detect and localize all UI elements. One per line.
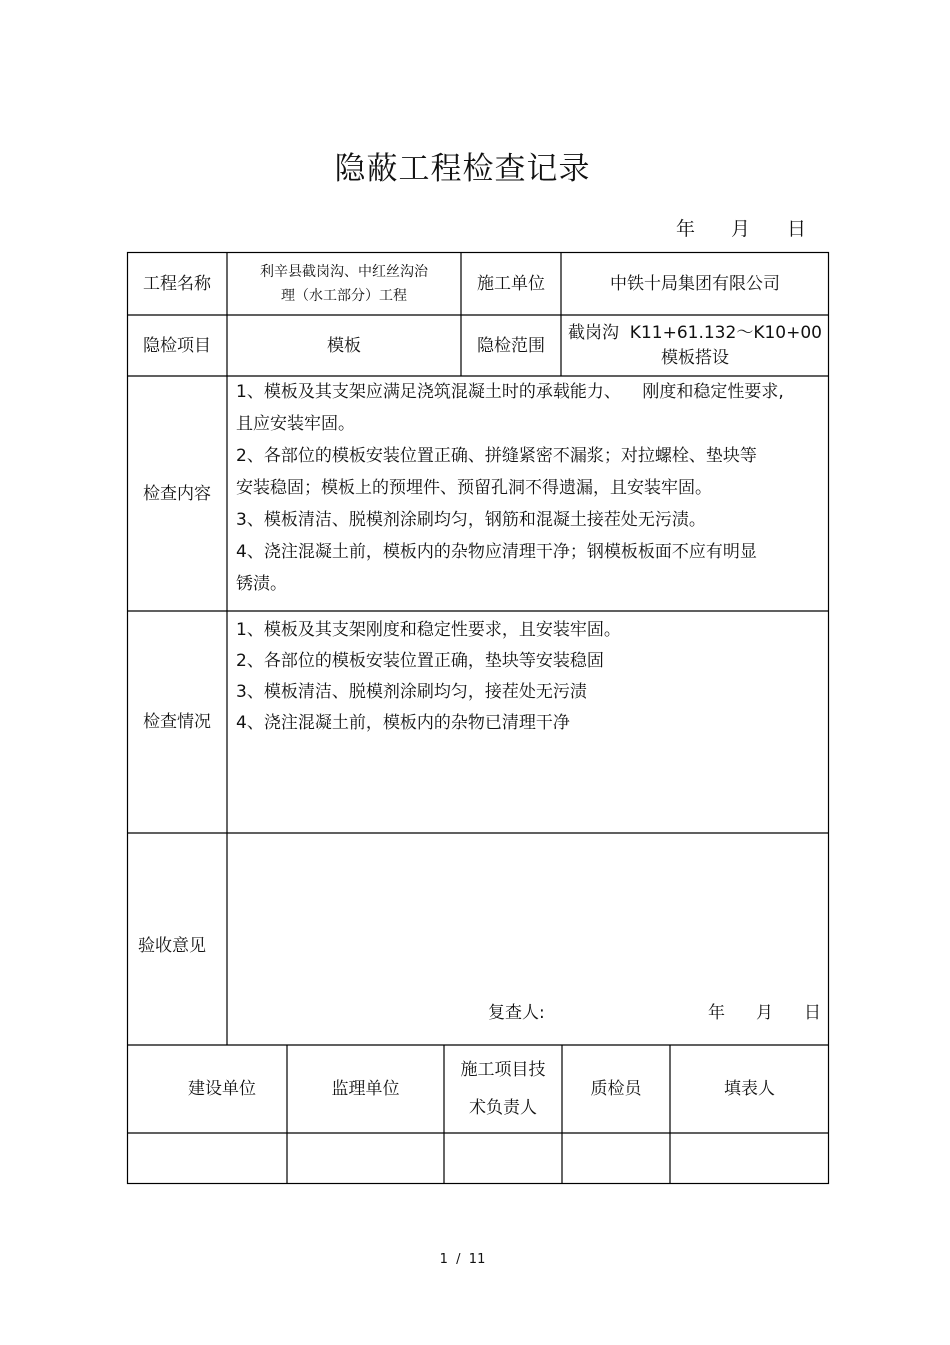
date-year-label: 年 (676, 218, 696, 240)
date-day-label: 日 (787, 218, 807, 240)
inspection-status-text (236, 615, 621, 739)
inspection-status-label: 检查情况 (143, 712, 211, 732)
content-line: 2、各部位的模板安装位置正确、拼缝紧密不漏浆；对拉螺栓、垫块等 (236, 446, 757, 466)
qc-signature-cell[interactable] (563, 1134, 670, 1183)
owner-unit-label: 建设单位 (188, 1079, 256, 1099)
owner-signature-cell[interactable] (128, 1134, 287, 1183)
content-line: 4、浇注混凝土前，模板内的杂物应清理干净；钢模板板面不应有明显 (236, 542, 757, 562)
acceptance-year-label: 年 (708, 1003, 725, 1023)
tech-lead-label (444, 1045, 562, 1133)
acceptance-month-label: 月 (756, 1003, 773, 1023)
tech-lead-signature-cell[interactable] (445, 1134, 562, 1183)
tech-lead-line1: 施工项目技 (460, 1060, 546, 1080)
acceptance-label: 验收意见 (138, 936, 206, 956)
content-line: 3、模板清洁、脱模剂涂刷均匀，钢筋和混凝土接茬处无污渍。 (236, 510, 706, 530)
reviewer-label: 复查人: (488, 1003, 545, 1023)
acceptance-day-label: 日 (804, 1003, 821, 1023)
construction-unit-value: 中铁十局集团有限公司 (610, 273, 780, 294)
supervisor-signature-cell[interactable] (288, 1134, 444, 1183)
content-line: 锈渍。 (236, 574, 287, 594)
page-number: 1 / 11 (439, 1252, 486, 1267)
project-name-line2: 理（水工部分）工程 (281, 287, 407, 304)
content-line: 1、模板及其支架应满足浇筑混凝土时的承载能力、 刚度和稳定性要求, (236, 382, 784, 402)
filler-signature-cell[interactable] (671, 1134, 828, 1183)
supervision-unit-label: 监理单位 (331, 1079, 400, 1099)
project-name-line1: 利辛县截岗沟、中红丝沟治 (260, 263, 428, 280)
hidden-range-label: 隐检范围 (477, 335, 545, 356)
hidden-item-value: 模板 (327, 335, 361, 356)
status-line: 2、各部位的模板安装位置正确，垫块等安装稳固 (236, 651, 604, 671)
tech-lead-line2: 术负责人 (469, 1098, 537, 1118)
page-title: 隐蔽工程检查记录 (334, 151, 591, 187)
construction-unit-label: 施工单位 (477, 273, 545, 294)
project-name-label: 工程名称 (143, 273, 211, 294)
inspection-content-label: 检查内容 (143, 483, 211, 504)
content-line: 安装稳固；模板上的预埋件、预留孔洞不得遗漏，且安装牢固。 (236, 478, 712, 498)
quality-inspector-label: 质检员 (590, 1079, 642, 1099)
form-filler-label: 填表人 (724, 1079, 775, 1099)
project-name-value (227, 252, 461, 315)
status-line: 4、浇注混凝土前，模板内的杂物已清理干净 (236, 713, 570, 733)
content-line: 且应安装牢固。 (236, 414, 355, 434)
hidden-range-value (561, 315, 829, 376)
status-line: 1、模板及其支架刚度和稳定性要求，且安装牢固。 (236, 620, 621, 640)
hidden-range-line2: 模板搭设 (661, 347, 729, 368)
status-line: 3、模板清洁、脱模剂涂刷均匀，接茬处无污渍 (236, 682, 587, 702)
date-month-label: 月 (731, 218, 751, 240)
hidden-range-line1: 截岗沟 K11+61.132～K10+00 (568, 322, 822, 343)
hidden-item-label: 隐检项目 (143, 335, 211, 356)
inspection-content-text (236, 376, 784, 600)
